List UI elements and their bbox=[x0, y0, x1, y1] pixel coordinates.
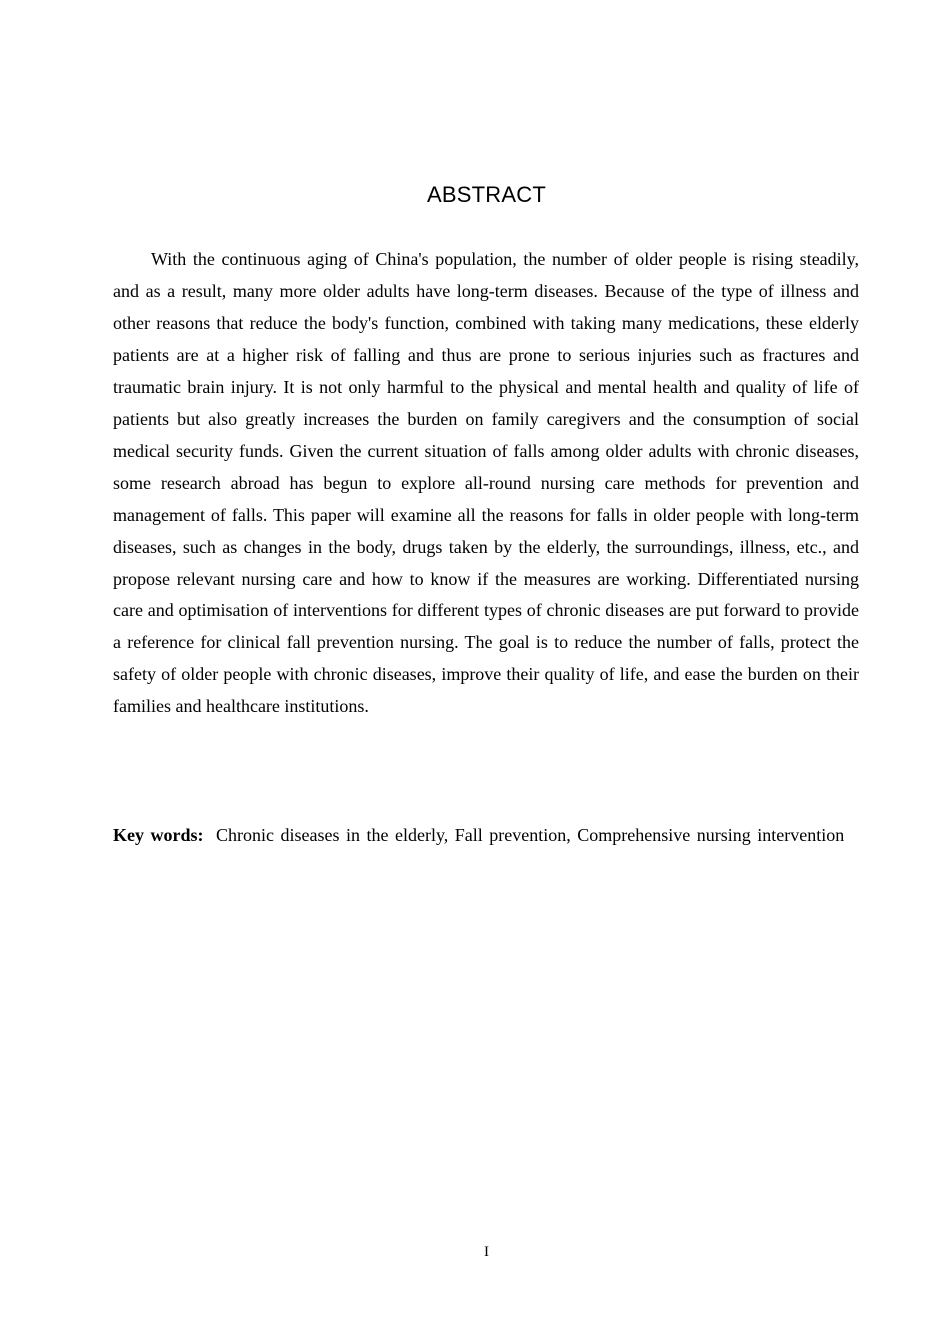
abstract-body: With the continuous aging of China's population, the number of older people is rising steadily, and as a result, many more older adults have long-term diseases. Because of the type of illness and other reasons that reduce the body's function, combined with taking many medications, these elderly patients are at a higher risk of falling and thus are prone to serious injuries such as fractures and traumatic brain injury. It is not only harmful to the physical and mental health and quality of life of patients but also greatly increases the burden on family caregivers and the consumption of social medical security funds. Given the current situation of falls among older adults with chronic diseases, some research abroad has begun to explore all-round nursing care methods for prevention and management of falls. This paper will examine all the reasons for falls in older people with long-term diseases, such as changes in the body, drugs taken by the elderly, the surroundings, illness, etc., and propose relevant nursing care and how to know if the measures are working. Differentiated nursing care and optimisation of interventions for different types of chronic diseases are put forward to provide a reference for clinical fall prevention nursing. The goal is to reduce the number of falls, protect the safety of older people with chronic diseases, improve their quality of life, and ease the burden on their families and healthcare institutions. bbox=[113, 249, 859, 717]
keywords-label: Key words: bbox=[113, 825, 204, 845]
page-number: I bbox=[484, 1244, 489, 1260]
keywords-line bbox=[113, 819, 859, 851]
keywords-text: Chronic diseases in the elderly, Fall prevention, Comprehensive nursing intervention bbox=[216, 825, 845, 845]
abstract-title: ABSTRACT bbox=[427, 182, 546, 207]
